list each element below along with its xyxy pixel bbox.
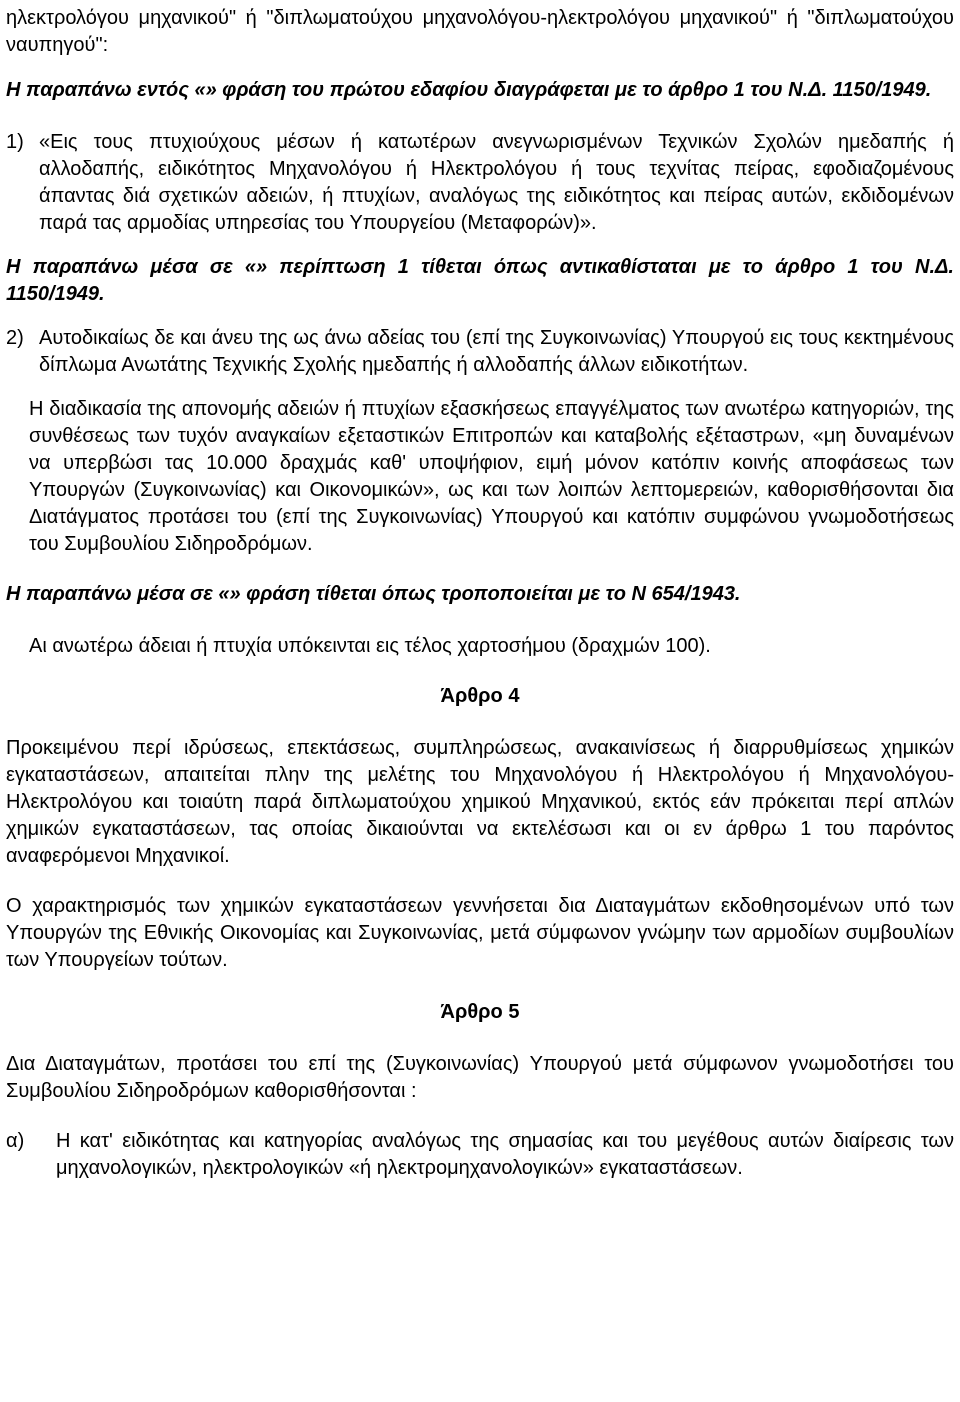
amendment-note-2: Η παραπάνω μέσα σε «» περίπτωση 1 τίθεται όπως αντικαθίσταται με το άρθρο 1 του Ν.Δ. 1150/1949.	[6, 256, 954, 305]
list-item-text: Αυτοδικαίως δε και άνευ της ως άνω αδείας του (επί της Συγκοινωνίας) Υπουργού εις τους κεκτημένους δίπλωμα Ανωτάτης Τεχνικής Σχολής ημεδαπής ή αλλοδαπής άλλων ειδικοτήτων.	[39, 327, 954, 376]
article-4-paragraph-2: Ο χαρακτηρισμός των χημικών εγκαταστάσεων γεννήσεται δια Διαταγμάτων εκδοθησομένων υπό των Υπουργών της Εθνικής Οικονομίας και Συγκοινωνίας, μετά σύμφωνον γνώμην των αρμοδίων συμβουλίων των Υπουργείων τούτων.	[6, 895, 954, 971]
document-page	[0, 5, 960, 1402]
article-4-paragraph-1: Προκειμένου περί ιδρύσεως, επεκτάσεως, συμπληρώσεως, ανακαινίσεως ή διαρρυθμίσεως χημικών εγκαταστάσεων, απαιτείται πλην της μελέτης του Μηχανολόγου ή Ηλεκτρολόγου ή Μηχανολόγου-Ηλεκτρολόγου και τοιαύτη παρά διπλωματούχου χημικού Μηχανικού, εκτός εάν πρόκειται περί απλών χημικών εγκαταστάσεων, τας οποίας δικαιούνται να εκτελέσωσι και οι εν άρθρω 1 του παρόντος αναφερόμενοι Μηχανικοί.	[6, 737, 954, 867]
article-5-heading: Άρθρο 5	[440, 1001, 520, 1023]
list-item-1	[6, 129, 954, 237]
list-item-text: Η κατ' ειδικότητας και κατηγορίας αναλόγως της σημασίας και του μεγέθους αυτών διαίρεσις των μηχανολογικών, ηλεκτρολογικών «ή ηλεκτρομηχανολογικών» εγκαταστάσεων.	[56, 1130, 954, 1179]
list-item-number: 2)	[6, 327, 24, 349]
list-item-number: α)	[6, 1130, 25, 1152]
article-4-heading: Άρθρο 4	[440, 685, 520, 707]
article-5-paragraph-1: Δια Διαταγμάτων, προτάσει του επί της (Συγκοινωνίας) Υπουργού μετά σύμφωνον γνωμοδοτήσει του Συμβουλίου Σιδηροδρόμων καθορισθήσονται :	[6, 1053, 954, 1102]
procedure-paragraph: Η διαδικασία της απονομής αδειών ή πτυχίων εξασκήσεως επαγγέλματος των ανωτέρω κατηγοριών, της συνθέσεως των τυχόν αναγκαίων εξεταστικών Επιτροπών και καταβολής εξέταστρων, «μη δυναμένων να υπερβώσι τας 10.000 δραχμάς καθ' υποψήφιον, ειμή μόνον κατόπιν κοινής αποφάσεως των Υπουργών (Συγκοινωνίας) και Οικονομικών», ως και των λοιπών λεπτομερειών, καθορισθήσονται δια Διατάγματος προτάσει του (επί της Συγκοινωνίας) Υπουργού και κατόπιν συμφώνου γνωμοδοτήσεως του Συμβουλίου Σιδηροδρόμων.	[29, 398, 954, 555]
list-item-2	[6, 325, 954, 379]
fee-paragraph: Αι ανωτέρω άδειαι ή πτυχία υπόκεινται εις τέλος χαρτοσήμου (δραχμών 100).	[29, 635, 711, 657]
list-item-number: 1)	[6, 131, 24, 153]
amendment-note-3: Η παραπάνω μέσα σε «» φράση τίθεται όπως τροποποιείται με το Ν 654/1943.	[6, 583, 741, 605]
list-item-a	[6, 1128, 954, 1182]
intro-paragraph: ηλεκτρολόγου μηχανικού" ή "διπλωματούχου μηχανολόγου-ηλεκτρολόγου μηχανικού" ή "διπλωματούχου ναυπηγού":	[6, 7, 954, 56]
list-item-text: «Εις τους πτυχιούχους μέσων ή κατωτέρων ανεγνωρισμένων Τεχνικών Σχολών ημεδαπής ή αλλοδαπής, ειδικότητος Μηχανολόγου ή Ηλεκτρολόγου ή τους τεχνίτας πείρας, εφοδιαζομένους άπαντας διά σχετικών αδειών, ή πτυχίων, αναλόγως της ειδικότητος και πείρας αυτών, εκδιδομένων παρά τας αρμοδίας υπηρεσίας του Υπουργείου (Μεταφορών)».	[39, 131, 954, 234]
amendment-note-1: Η παραπάνω εντός «» φράση του πρώτου εδαφίου διαγράφεται με το άρθρο 1 του Ν.Δ. 1150/1949.	[6, 79, 932, 101]
